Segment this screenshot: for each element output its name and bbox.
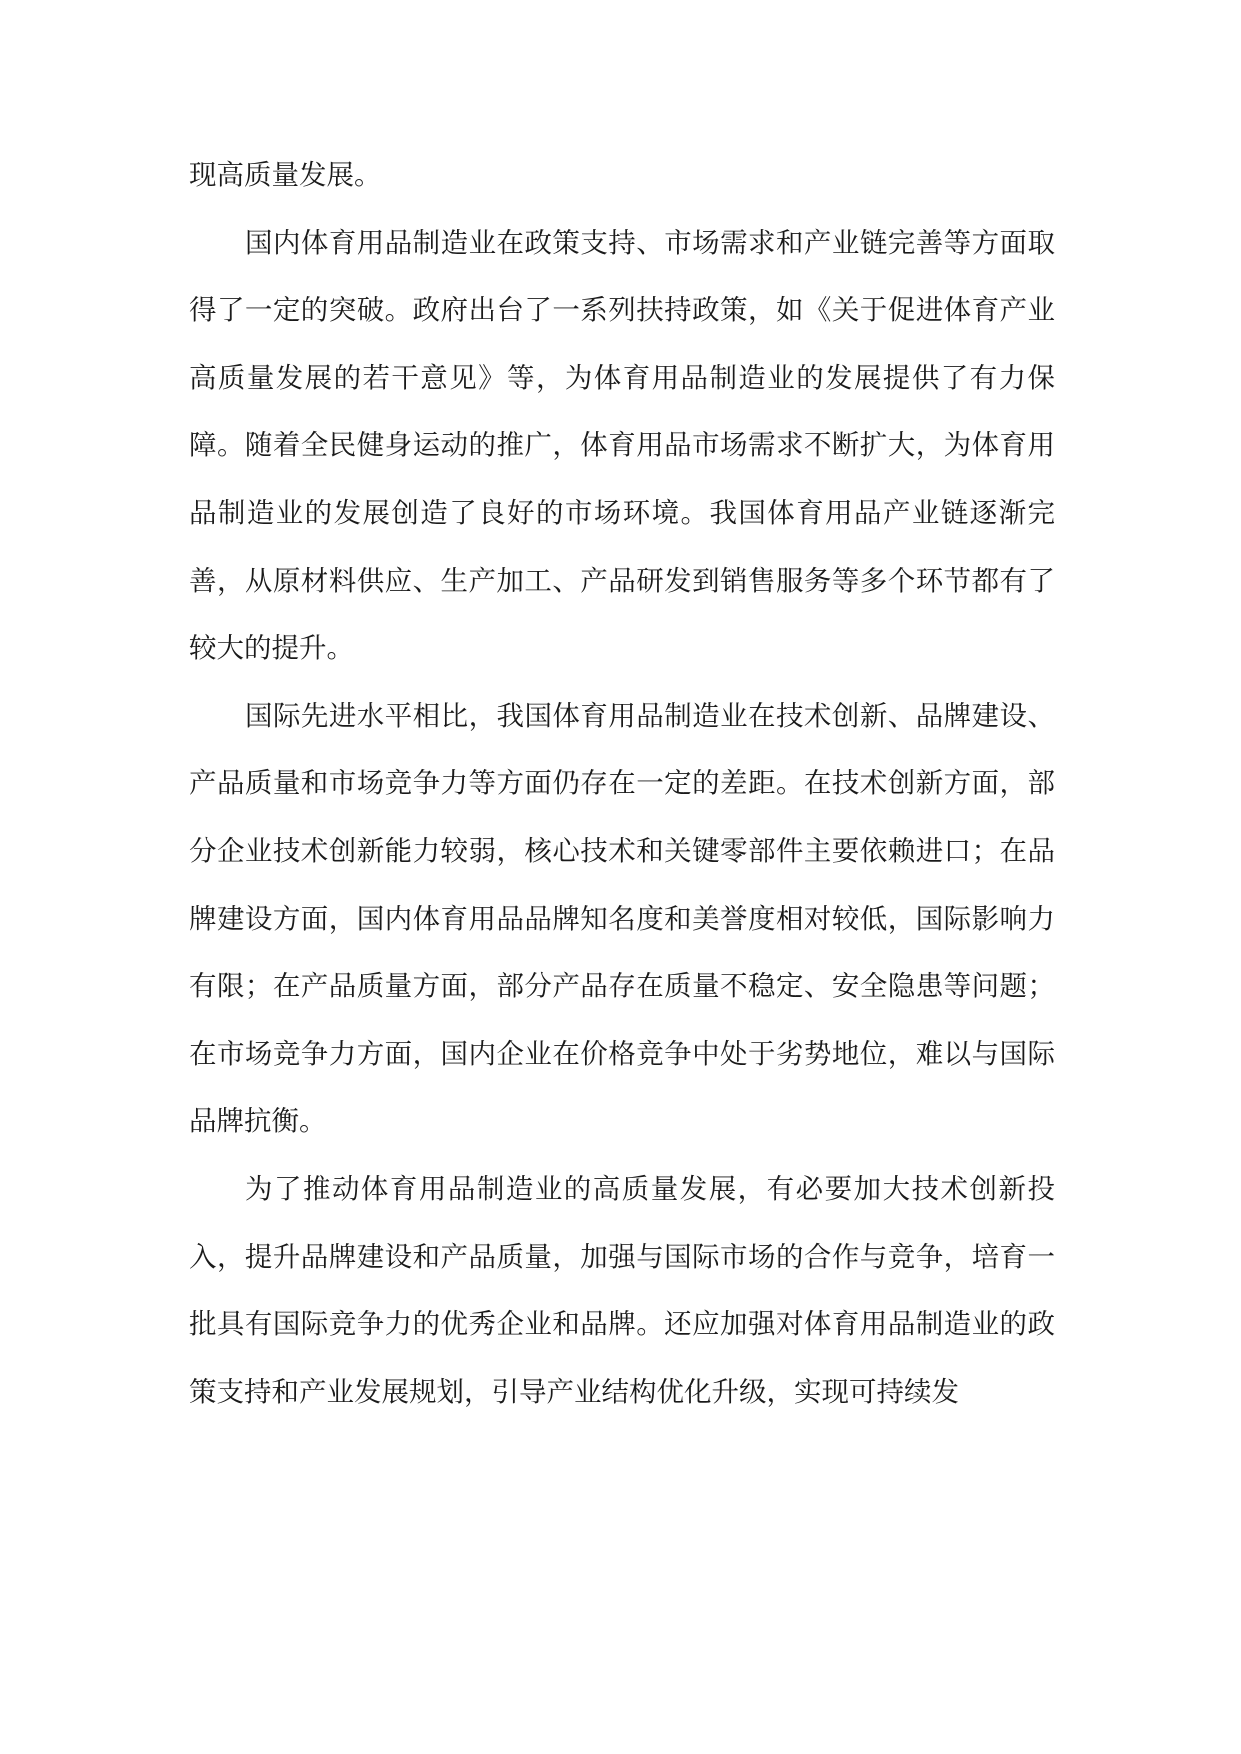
paragraph-recommendations: 为了推动体育用品制造业的高质量发展，有必要加大技术创新投入，提升品牌建设和产品质量，加强与国际市场的合作与竞争，培育一批具有国际竞争力的优秀企业和品牌。还应加强对体育用品制造业的政策支持和产业发展规划，引导产业结构优化升级，实现可持续发 [189,1172,1055,1408]
paragraph-international-gap: 国际先进水平相比，我国体育用品制造业在技术创新、品牌建设、产品质量和市场竞争力等方面仍存在一定的差距。在技术创新方面，部分企业技术创新能力较弱，核心技术和关键零部件主要依赖进口；在品牌建设方面，国内体育用品品牌知名度和美誉度相对较低，国际影响力有限；在产品质量方面，部分产品存在质量不稳定、安全隐患等问题；在市场竞争力方面，国内企业在价格竞争中处于劣势地位，难以与国际品牌抗衡。 [189,699,1055,1138]
document-body [189,142,1055,1426]
paragraph-continuation: 现高质量发展。 [189,159,382,191]
paragraph-domestic-progress: 国内体育用品制造业在政策支持、市场需求和产业链完善等方面取得了一定的突破。政府出台了一系列扶持政策，如《关于促进体育产业高质量发展的若干意见》等，为体育用品制造业的发展提供了有力保障。随着全民健身运动的推广，体育用品市场需求不断扩大，为体育用品制造业的发展创造了良好的市场环境。我国体育用品产业链逐渐完善，从原材料供应、生产加工、产品研发到销售服务等多个环节都有了较大的提升。 [189,226,1055,665]
